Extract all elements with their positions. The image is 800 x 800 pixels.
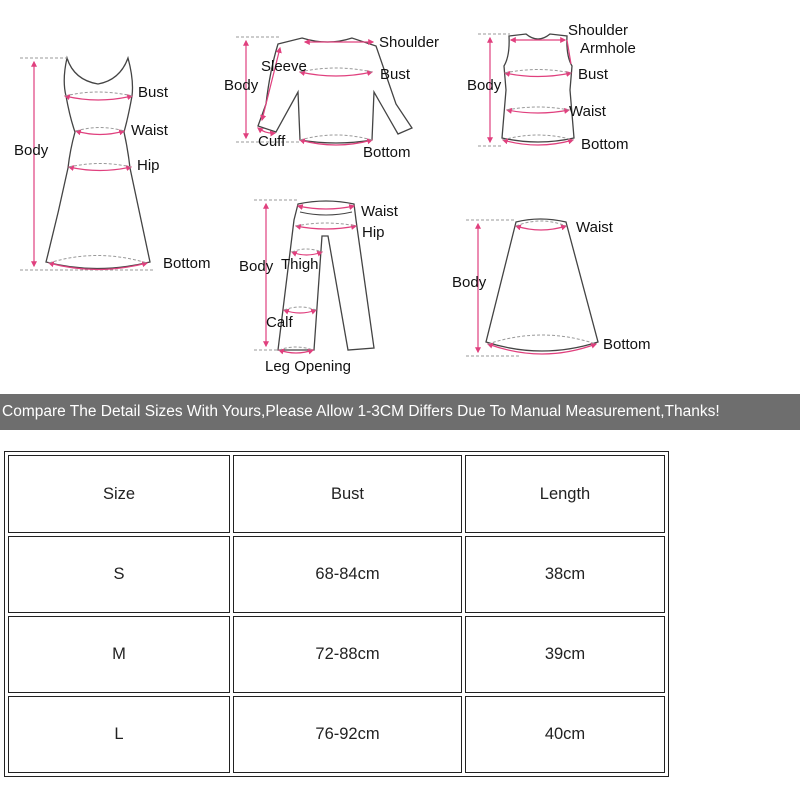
pants-waist-label: Waist [361,203,398,220]
measurement-diagrams [0,0,800,392]
cell-bust: 68-84cm [233,536,462,613]
dress-waist-label: Waist [131,122,168,139]
pants-hip-label: Hip [362,224,385,241]
dress-bottom-label: Bottom [163,255,211,272]
cell-size: L [8,696,230,773]
vest-shoulder-label: Shoulder [568,22,629,39]
table-row [8,616,665,693]
table-row [8,536,665,613]
cell-length: 39cm [465,616,665,693]
dress-body-label: Body [14,142,49,159]
vest-bottom-label: Bottom [581,136,629,153]
pants-calf-label: Calf [266,314,293,331]
dress-bust-label: Bust [138,84,169,101]
cell-size: M [8,616,230,693]
header-bust: Bust [233,455,462,533]
vest-bust-label: Bust [578,66,609,83]
vest-waist-label: Waist [569,103,606,120]
table-row [8,696,665,773]
notice-text: Compare The Detail Sizes With Yours,Please Allow 1-3CM Differs Due To Manual Measurement,Thanks! [2,403,720,420]
header-length: Length [465,455,665,533]
size-table [4,451,669,777]
dress-diagram [20,58,155,270]
pants-thigh-label: Thigh [281,256,319,273]
top-sleeve-label: Sleeve [261,58,307,75]
top-diagram [236,37,412,145]
header-size: Size [8,455,230,533]
pants-leg-opening-label: Leg Opening [265,358,351,375]
top-bust-label: Bust [380,66,411,83]
top-cuff-label: Cuff [258,133,286,150]
cell-bust: 76-92cm [233,696,462,773]
cell-size: S [8,536,230,613]
skirt-body-label: Body [452,274,487,291]
cell-length: 40cm [465,696,665,773]
top-shoulder-label: Shoulder [379,34,440,51]
notice-bar [0,394,800,430]
pants-body-label: Body [239,258,274,275]
cell-bust: 72-88cm [233,616,462,693]
top-body-label: Body [224,77,259,94]
cell-length: 38cm [465,536,665,613]
skirt-bottom-label: Bottom [603,336,651,353]
vest-armhole-label: Armhole [580,40,636,57]
garment-illustrations [0,0,800,392]
dress-hip-label: Hip [137,157,160,174]
skirt-waist-label: Waist [576,219,613,236]
table-header-row [8,455,665,533]
vest-body-label: Body [467,77,502,94]
top-bottom-label: Bottom [363,144,411,161]
